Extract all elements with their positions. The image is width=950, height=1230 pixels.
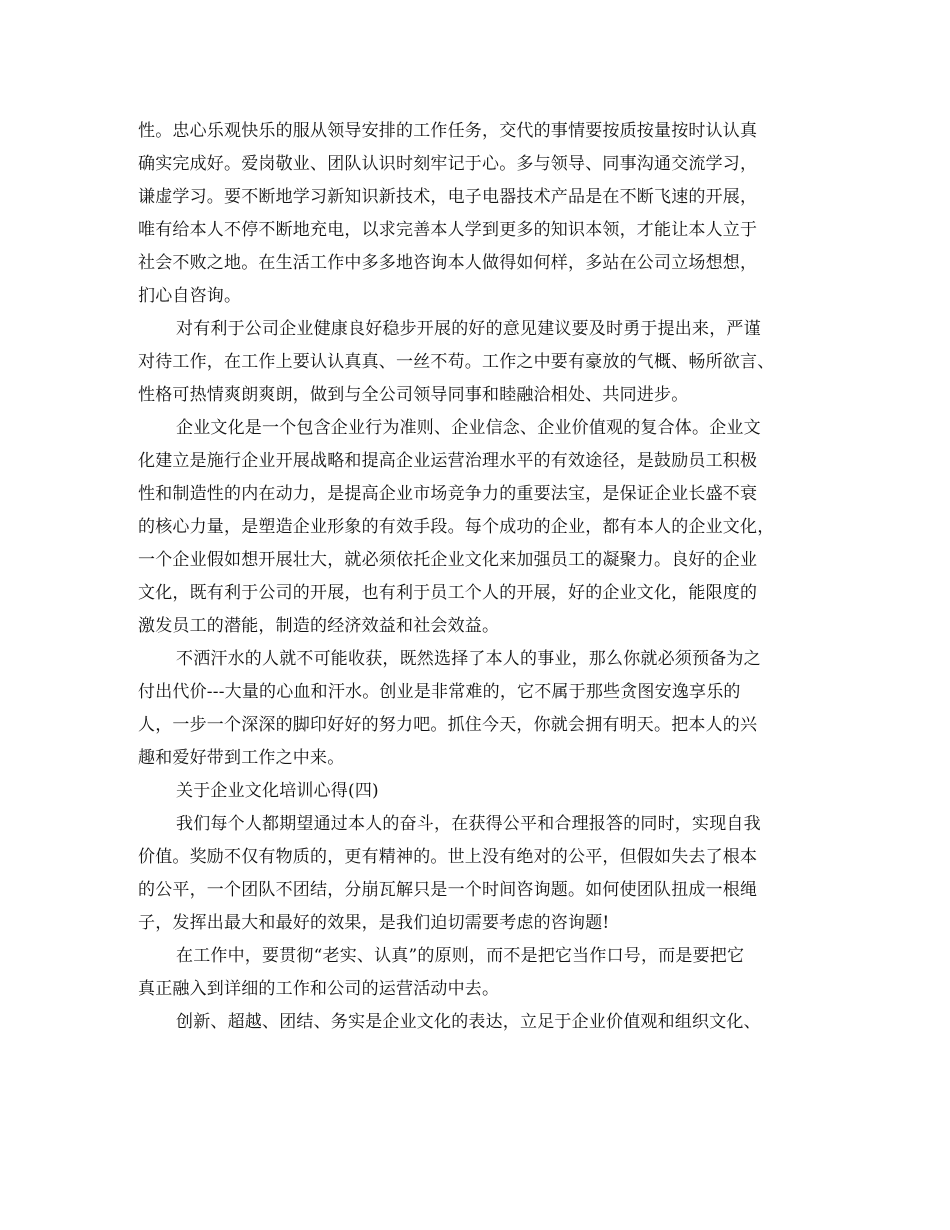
text-line: 价值。奖励不仅有物质的，更有精神的。世上没有绝对的公平，但假如失去了根本 [138,847,758,867]
paragraph-first-line: 创新、超越、团结、务实是企业文化的表达，立足于企业价值观和组织文化、 [176,1012,761,1032]
text-line: 谦虚学习。要不断地学习新知识新技术，电子电器技术产品是在不断飞速的开展， [138,187,758,207]
text-line: 性和制造性的内在动力，是提高企业市场竞争力的重要法宝，是保证企业长盛不衰 [138,484,758,504]
text-line: 子，发挥出最大和最好的效果，是我们迫切需要考虑的咨询题! [138,913,610,933]
text-line: 扪心自咨询。 [138,286,242,306]
text-line: 人，一步一个深深的脚印好好的努力吧。抓住今天，你就会拥有明天。把本人的兴 [138,715,758,735]
section-heading: 关于企业文化培训心得(四) [176,781,379,801]
text-line: 确实完成好。爱岗敬业、团队认识时刻牢记于心。多与领导、同事沟通交流学习， [138,154,758,174]
text-line: 性格可热情爽朗爽朗，做到与全公司领导同事和睦融洽相处、共同进步。 [138,385,689,405]
text-line: 付出代价---大量的心血和汗水。创业是非常难的，它不属于那些贪图安逸享乐的 [138,682,741,702]
text-line: 性。忠心乐观快乐的服从领导安排的工作任务，交代的事情要按质按量按时认认真 [138,121,758,141]
paragraph-first-line: 企业文化是一个包含企业行为准则、企业信念、企业价值观的复合体。企业文 [176,418,761,438]
paragraph-first-line: 不洒汗水的人就不可能收获，既然选择了本人的事业，那么你就必须预备为之 [176,649,761,669]
text-line: 对待工作，在工作上要认认真真、一丝不苟。工作之中要有豪放的气概、畅所欲言、 [138,352,775,372]
text-line: 社会不败之地。在生活工作中多多地咨询本人做得如何样，多站在公司立场想想， [138,253,758,273]
text-line: 趣和爱好带到工作之中来。 [138,748,345,768]
text-line: 一个企业假如想开展壮大，就必须依托企业文化来加强员工的凝聚力。良好的企业 [138,550,758,570]
text-line: 文化，既有利于公司的开展，也有利于员工个人的开展，好的企业文化，能限度的 [138,583,758,603]
paragraph-first-line: 在工作中，要贯彻“老实、认真”的原则，而不是把它当作口号，而是要把它 [176,946,745,966]
text-line: 激发员工的潜能，制造的经济效益和社会效益。 [138,616,500,636]
text-line: 唯有给本人不停不断地充电，以求完善本人学到更多的知识本领，才能让本人立于 [138,220,758,240]
text-line: 真正融入到详细的工作和公司的运营活动中去。 [138,979,500,999]
text-line: 化建立是施行企业开展战略和提高企业运营治理水平的有效途径，是鼓励员工积极 [138,451,758,471]
text-line: 的核心力量，是塑造企业形象的有效手段。每个成功的企业，都有本人的企业文化， [138,517,775,537]
paragraph-first-line: 我们每个人都期望通过本人的奋斗，在获得公平和合理报答的同时，实现自我 [176,814,761,834]
text-line: 的公平，一个团队不团结，分崩瓦解只是一个时间咨询题。如何使团队扭成一根绳 [138,880,758,900]
paragraph-first-line: 对有利于公司企业健康良好稳步开展的好的意见建议要及时勇于提出来，严谨 [176,319,761,339]
